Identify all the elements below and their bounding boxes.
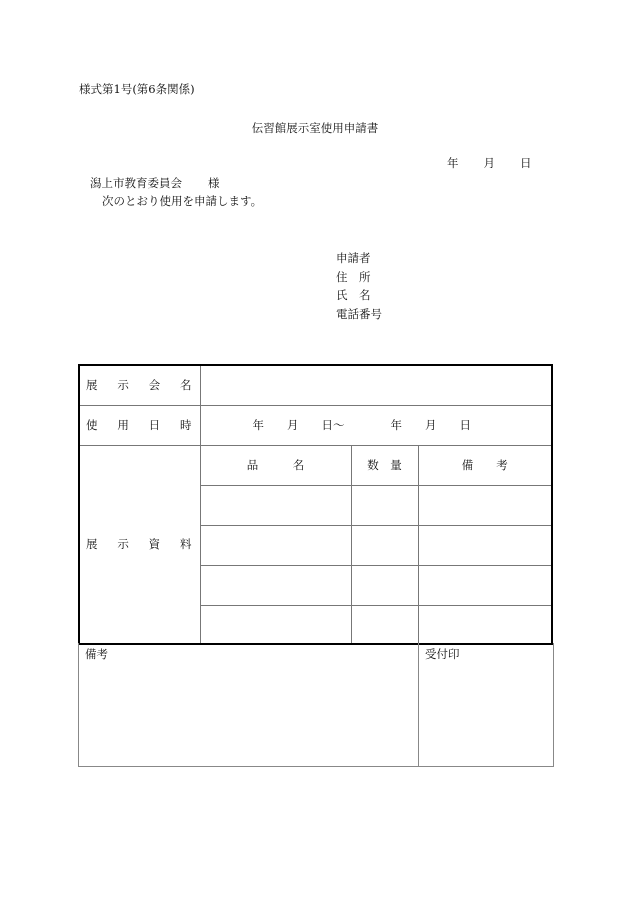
application-table bbox=[78, 364, 553, 645]
date-day-label: 日 bbox=[520, 156, 532, 170]
remarks-cell[interactable] bbox=[418, 525, 552, 565]
exhibit-materials-label: 展示資料 bbox=[79, 445, 200, 644]
applicant-block bbox=[336, 249, 382, 323]
name-label: 氏 名 bbox=[336, 288, 371, 302]
exhibition-name-field[interactable] bbox=[200, 365, 552, 405]
address-label: 住 所 bbox=[336, 269, 371, 284]
date-month-label: 月 bbox=[483, 156, 495, 170]
phone-label: 電話番号 bbox=[336, 306, 382, 321]
section-divider bbox=[418, 643, 419, 766]
office-use-section bbox=[78, 643, 554, 767]
remarks-cell[interactable] bbox=[418, 485, 552, 525]
item-name-cell[interactable] bbox=[200, 525, 351, 565]
document-title: 伝習館展示室使用申請書 bbox=[251, 121, 379, 135]
item-name-header: 品 名 bbox=[200, 445, 351, 485]
notes-label: 備考 bbox=[85, 647, 108, 661]
receipt-stamp-label: 受付印 bbox=[425, 647, 460, 661]
item-name-cell[interactable] bbox=[200, 565, 351, 605]
remarks-header: 備 考 bbox=[418, 445, 552, 485]
addressee-name: 潟上市教育委員会 bbox=[90, 176, 182, 190]
item-name-cell[interactable] bbox=[200, 485, 351, 525]
materials-header-row bbox=[79, 445, 552, 485]
quantity-header: 数 量 bbox=[351, 445, 418, 485]
form-number-label: 様式第1号(第6条関係) bbox=[79, 82, 195, 96]
usage-datetime-field[interactable]: 年 月 日〜 年 月 日 bbox=[200, 405, 552, 445]
usage-datetime-row bbox=[79, 405, 552, 445]
intro-text: 次のとおり使用を申請します。 bbox=[102, 194, 263, 208]
exhibition-name-label: 展示会名 bbox=[79, 365, 200, 405]
remarks-cell[interactable] bbox=[418, 565, 552, 605]
usage-datetime-label: 使用日時 bbox=[79, 405, 200, 445]
exhibition-name-row bbox=[79, 365, 552, 405]
quantity-cell[interactable] bbox=[351, 565, 418, 605]
quantity-cell[interactable] bbox=[351, 485, 418, 525]
quantity-cell[interactable] bbox=[351, 605, 418, 644]
addressee bbox=[90, 175, 220, 191]
applicant-heading: 申請者 bbox=[336, 251, 371, 265]
addressee-honorific: 様 bbox=[208, 176, 220, 190]
item-name-cell[interactable] bbox=[200, 605, 351, 644]
remarks-cell[interactable] bbox=[418, 605, 552, 644]
quantity-cell[interactable] bbox=[351, 525, 418, 565]
date-year-label: 年 bbox=[447, 156, 459, 170]
application-date bbox=[447, 155, 532, 171]
